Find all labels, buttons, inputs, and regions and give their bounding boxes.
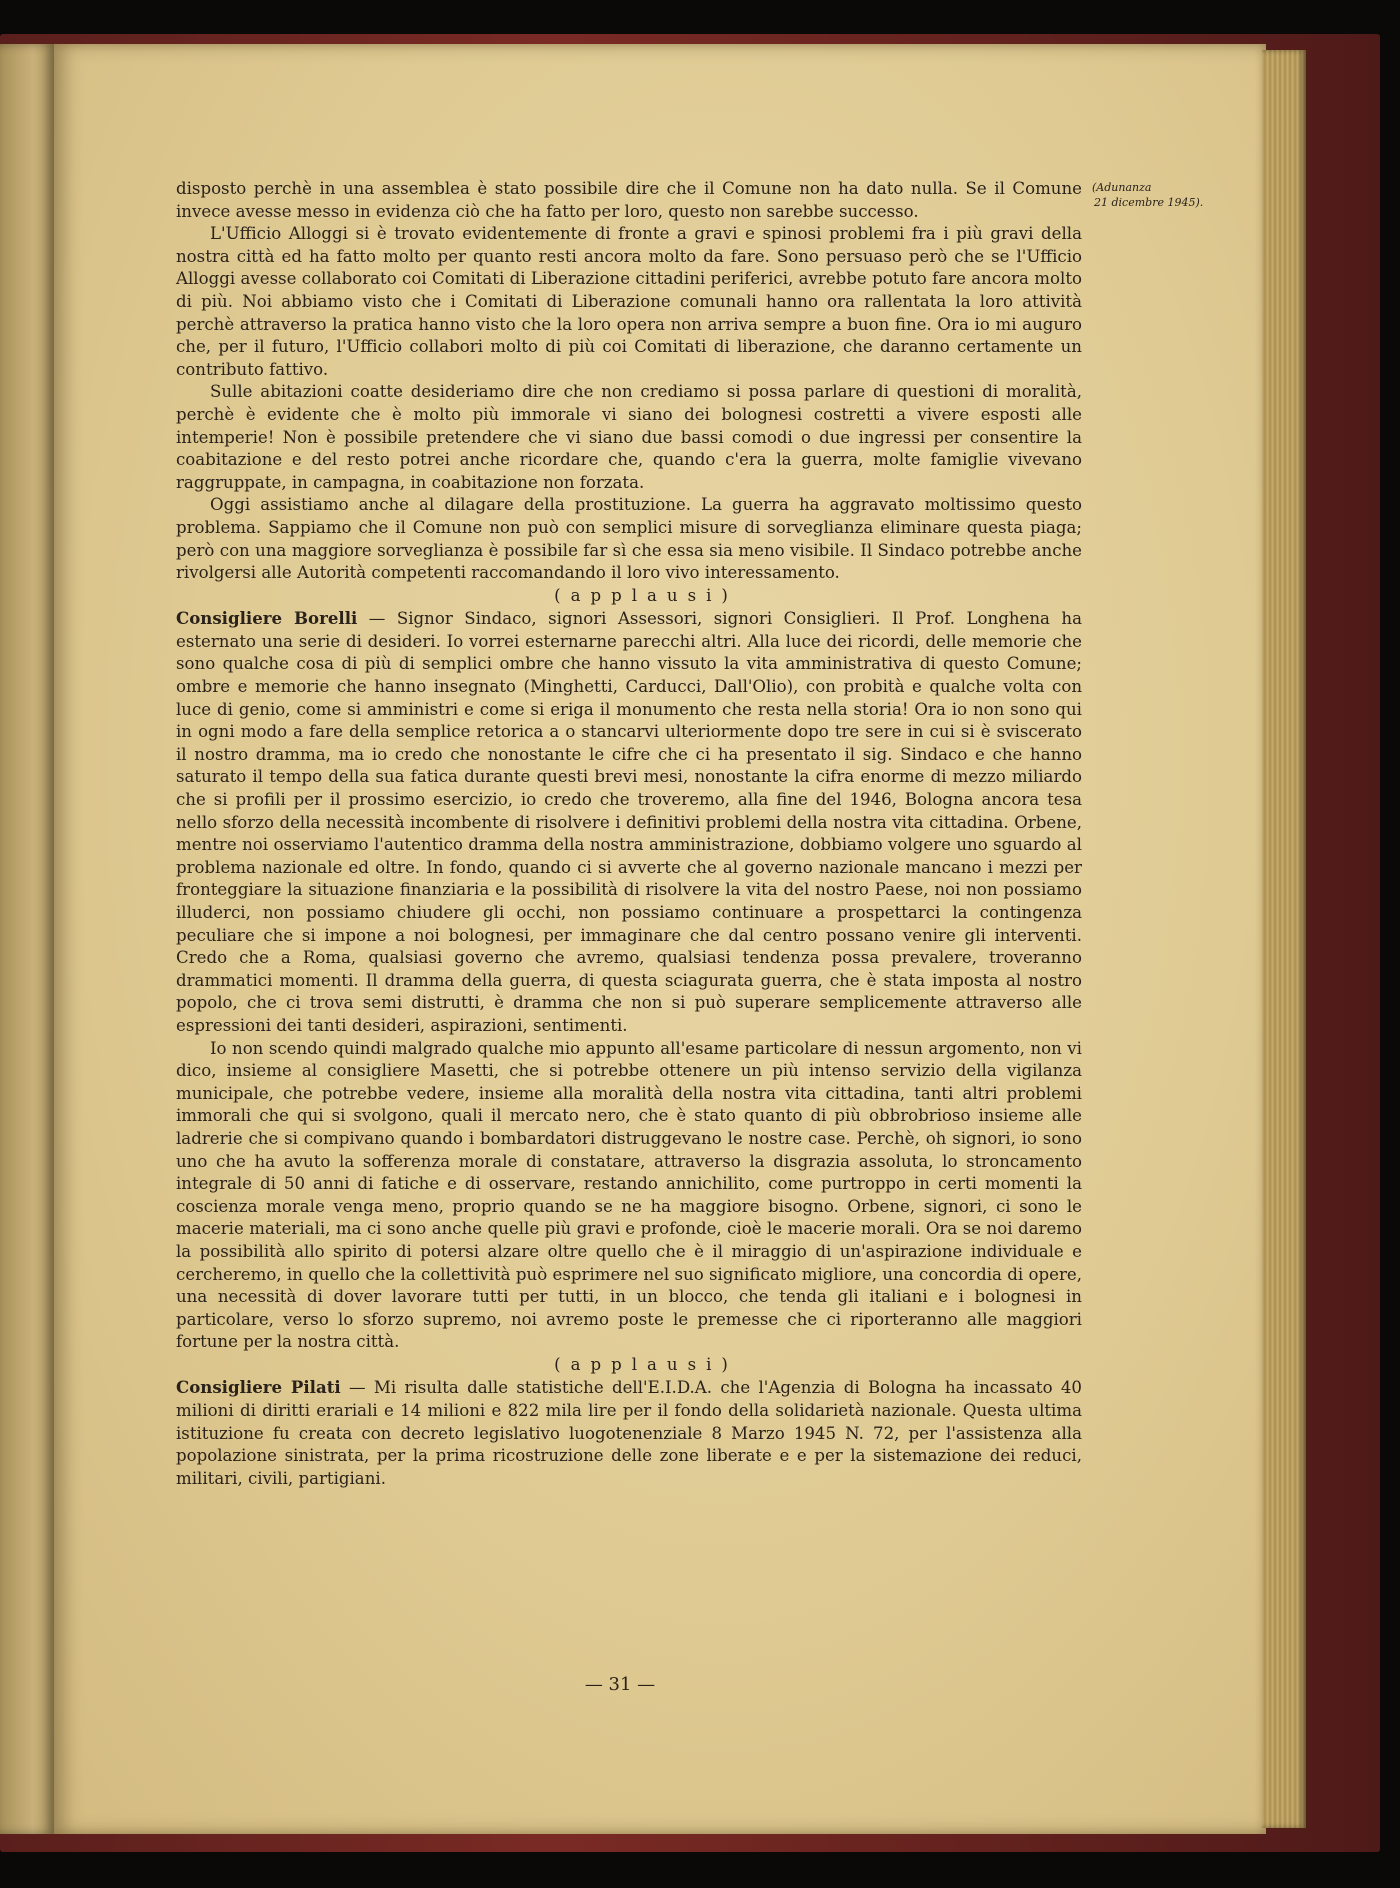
paragraph: Oggi assistiamo anche al dilagare della prostituzione. La guerra ha aggravato moltissimo questo problema. Sappiamo che il Comune non può con semplici misure di sorveglianza eliminare questa piaga; però con una maggiore sorveglianza è possibile far sì che essa sia meno visibile. Il Sindaco potrebbe anche rivolgersi alle Autorità competenti raccomandando il loro vivo interessamento.: [176, 495, 1082, 583]
paragraph: disposto perchè in una assemblea è stato possibile dire che il Comune non ha dato nulla. Se il Comune invece avesse messo in evidenza ciò che ha fatto per loro, questo non sarebbe successo.: [176, 179, 1082, 221]
speech-text: — Signor Sindaco, signori Assessori, signori Consiglieri. Il Prof. Longhena ha esternato una serie di desideri. Io vorrei esternarne parecchi altri. Alla luce dei ricordi, delle memorie che sono qualche cosa di più di semplici ombre che hanno vissuto la vita amministrativa di questo Comune; ombre e memorie che hanno insegnato (Minghetti, Carducci, Dall'Olio), con probità e qualche volta con luce di genio, come si amministri e come si eriga il monumento che resta nella storia! Ora io non sono qui in ogni modo a fare della semplice retorica a o stancarvi ulteriormente dopo tre sere in cui si è sviscerato il nostro dramma, ma io credo che nonostante le cifre che ci ha presentato il sig. Sindaco e che hanno saturato il tempo della sua fatica durante questi brevi mesi, nonostante la cifra enorme di mezzo miliardo che si profili per il prossimo esercizio, io credo che troveremo, alla fine del 1946, Bologna ancora tesa nello sforzo della necessità incombente di risolvere i definitivi problemi della nostra vita cittadina. Orbene, mentre noi osserviamo l'autentico dramma della nostra amministrazione, dobbiamo volgere uno sguardo al problema nazionale ed oltre. In fondo, quando ci si avverte che al governo nazionale mancano i mezzi per fronteggiare la situazione finanziaria e la possibilità di risolvere la vita del nostro Paese, noi non possiamo illuderci, non possiamo chiudere gli occhi, non possiamo continuare a prospettarci la contingenza peculiare che si impone a noi bolognesi, per immaginare che dal centro possano venire gli interventi. Credo che a Roma, qualsiasi governo che avremo, qualsiasi tendenza possa prevalere, troveranno drammatici momenti. Il dramma della guerra, di questa sciagurata guerra, che è stata imposta al nostro popolo, che ci trova semi distrutti, è dramma che non si può superare semplicemente attraverso alle espressioni dei tanti desideri, aspirazioni, sentimenti.: [176, 609, 1082, 1035]
body-text: [176, 178, 1082, 1490]
speech-pilati: [176, 1376, 1082, 1490]
paragraph: L'Ufficio Alloggi si è trovato evidentemente di fronte a gravi e spinosi problemi fra i più gravi della nostra città ed ha fatto molto per quanto resti ancora molto da fare. Sono persuaso però che se l'Ufficio Alloggi avesse collaborato coi Comitati di Liberazione cittadini periferici, avrebbe potuto fare ancora molto di più. Noi abbiamo visto che i Comitati di Liberazione comunali hanno ora rallentata la loro attività perchè attraverso la pratica hanno visto che la loro opera non arriva sempre a buon fine. Ora io mi auguro che, per il futuro, l'Ufficio collabori molto di più coi Comitati di liberazione, che daranno certamente un contributo fattivo.: [176, 224, 1082, 379]
page-block-edges: [1262, 50, 1306, 1828]
applause-note: (applausi): [554, 1354, 738, 1374]
speech-borelli: [176, 607, 1082, 1037]
margin-note: [1092, 180, 1222, 210]
paragraph: Sulle abitazioni coatte desideriamo dire che non crediamo si possa parlare di questioni di moralità, perchè è evidente che è molto più immorale vi siano dei bolognesi costretti a vivere esposti alle intemperie! Non è possibile pretendere che vi siano due bassi comodi o due ingressi per consentire la coabitazione e del resto potrei anche ricordare che, quando c'era la guerra, molte famiglie vivevano raggruppate, in campagna, in coabitazione non forzata.: [176, 382, 1082, 492]
left-page-edge: [0, 44, 54, 1834]
speaker-name: Consigliere Pilati: [176, 1377, 341, 1398]
paragraph: Io non scendo quindi malgrado qualche mio appunto all'esame particolare di nessun argomento, non vi dico, insieme al consigliere Masetti, che si potrebbe ottenere un più intenso servizio della vigilanza municipale, che potrebbe vedere, insieme alla moralità della nostra vita cittadina, tanti altri problemi immorali che qui si svolgono, quali il mercato nero, che è stato quanto di più obbrobrioso insieme alle ladrerie che si compivano quando i bombardatori distruggevano le nostre case. Perchè, oh signori, io sono uno che ha avuto la sofferenza morale di constatare, attraverso la disgrazia assoluta, lo stroncamento integrale di 50 anni di fatiche e di osservare, restando annichilito, come purtroppo in certi momenti la coscienza morale venga meno, proprio quando se ne ha maggiore bisogno. Orbene, signori, ci sono le macerie materiali, ma ci sono anche quelle più gravi e profonde, cioè le macerie morali. Ora se noi daremo la possibilità allo spirito di potersi alzare oltre quello che è il miraggio di un'aspirazione individuale e cercheremo, in quello che la collettività può esprimere nel suo significato migliore, una concordia di opere, una necessità di dover lavorare tutti per tutti, in un blocco, che tenda gli italiani e i bolognesi in particolare, verso lo sforzo supremo, noi avremo poste le premesse che ci riporteranno alle maggiori fortune per la nostra città.: [176, 1038, 1082, 1352]
margin-note-line: 21 dicembre 1945).: [1094, 196, 1204, 209]
speaker-name: Consigliere Borelli: [176, 608, 358, 629]
applause-note: (applausi): [554, 585, 738, 605]
margin-note-line: (Adunanza: [1092, 181, 1152, 194]
speech-text: — Mi risulta dalle statistiche dell'E.I.D.A. che l'Agenzia di Bologna ha incassato 40 milioni di diritti erariali e 14 milioni e 822 mila lire per il fondo della solidarietà nazionale. Questa ultima istituzione fu creata con decreto legislativo luogotenenziale 8 Marzo 1945 N. 72, per l'assistenza alla popolazione sinistrata, per la prima ricostruzione delle zone liberate e e per la sistemazione dei reduci, militari, civili, partigiani.: [176, 1378, 1082, 1488]
page-number: — 31 —: [584, 1674, 656, 1695]
